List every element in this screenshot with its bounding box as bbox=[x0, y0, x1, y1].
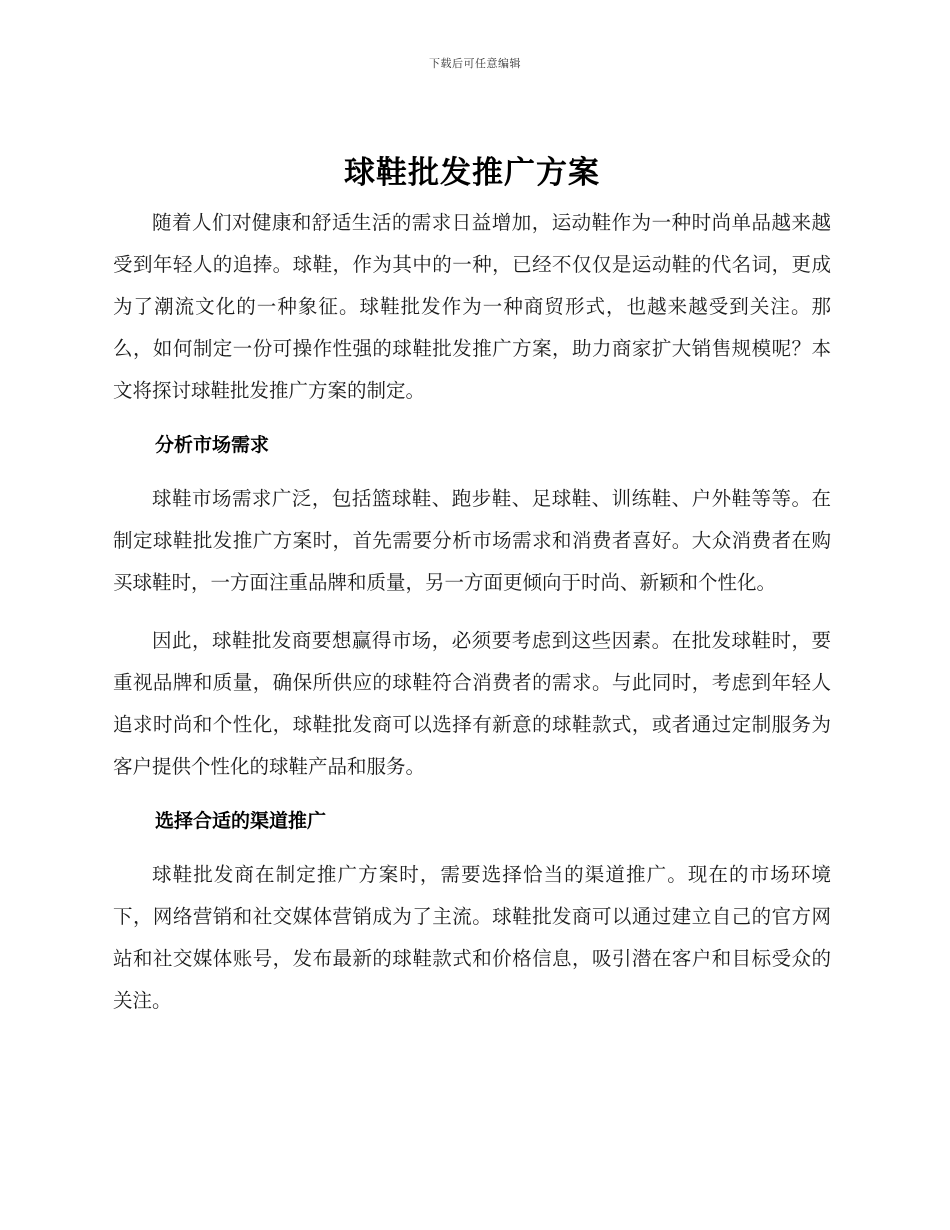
section-heading-market-demand: 分析市场需求 bbox=[155, 434, 270, 456]
spacer bbox=[113, 842, 831, 854]
section-heading-channel-promotion: 选择合适的渠道推广 bbox=[155, 810, 327, 832]
spacer bbox=[113, 604, 831, 620]
section-paragraph: 球鞋市场需求广泛，包括篮球鞋、跑步鞋、足球鞋、训练鞋、户外鞋等等。在制定球鞋批发推广方案时，首先需要分析市场需求和消费者喜好。大众消费者在购买球鞋时，一方面注重品牌和质量，另一方面更倾向于时尚、新颖和个性化。 bbox=[113, 487, 831, 594]
document-body bbox=[113, 148, 831, 1022]
section-paragraph: 球鞋批发商在制定推广方案时，需要选择恰当的渠道推广。现在的市场环境下，网络营销和社交媒体营销成为了主流。球鞋批发商可以通过建立自己的官方网站和社交媒体账号，发布最新的球鞋款式和价格信息，吸引潜在客户和目标受众的关注。 bbox=[113, 863, 831, 1012]
document-title: 球鞋批发推广方案 bbox=[344, 155, 600, 191]
spacer bbox=[113, 466, 831, 478]
section-paragraph: 因此，球鞋批发商要想赢得市场，必须要考虑到这些因素。在批发球鞋时，要重视品牌和质量，确保所供应的球鞋符合消费者的需求。与此同时，考虑到年轻人追求时尚和个性化，球鞋批发商可以选择有新意的球鞋款式，或者通过定制服务为客户提供个性化的球鞋产品和服务。 bbox=[113, 629, 831, 778]
header-note: 下载后可任意编辑 bbox=[429, 57, 521, 70]
spacer bbox=[113, 412, 831, 424]
spacer bbox=[113, 788, 831, 800]
intro-paragraph: 随着人们对健康和舒适生活的需求日益增加，运动鞋作为一种时尚单品越来越受到年轻人的追捧。球鞋，作为其中的一种，已经不仅仅是运动鞋的代名词，更成为了潮流文化的一种象征。球鞋批发作为一种商贸形式，也越来越受到关注。那么，如何制定一份可操作性强的球鞋批发推广方案，助力商家扩大销售规模呢？本文将探讨球鞋批发推广方案的制定。 bbox=[113, 211, 831, 402]
